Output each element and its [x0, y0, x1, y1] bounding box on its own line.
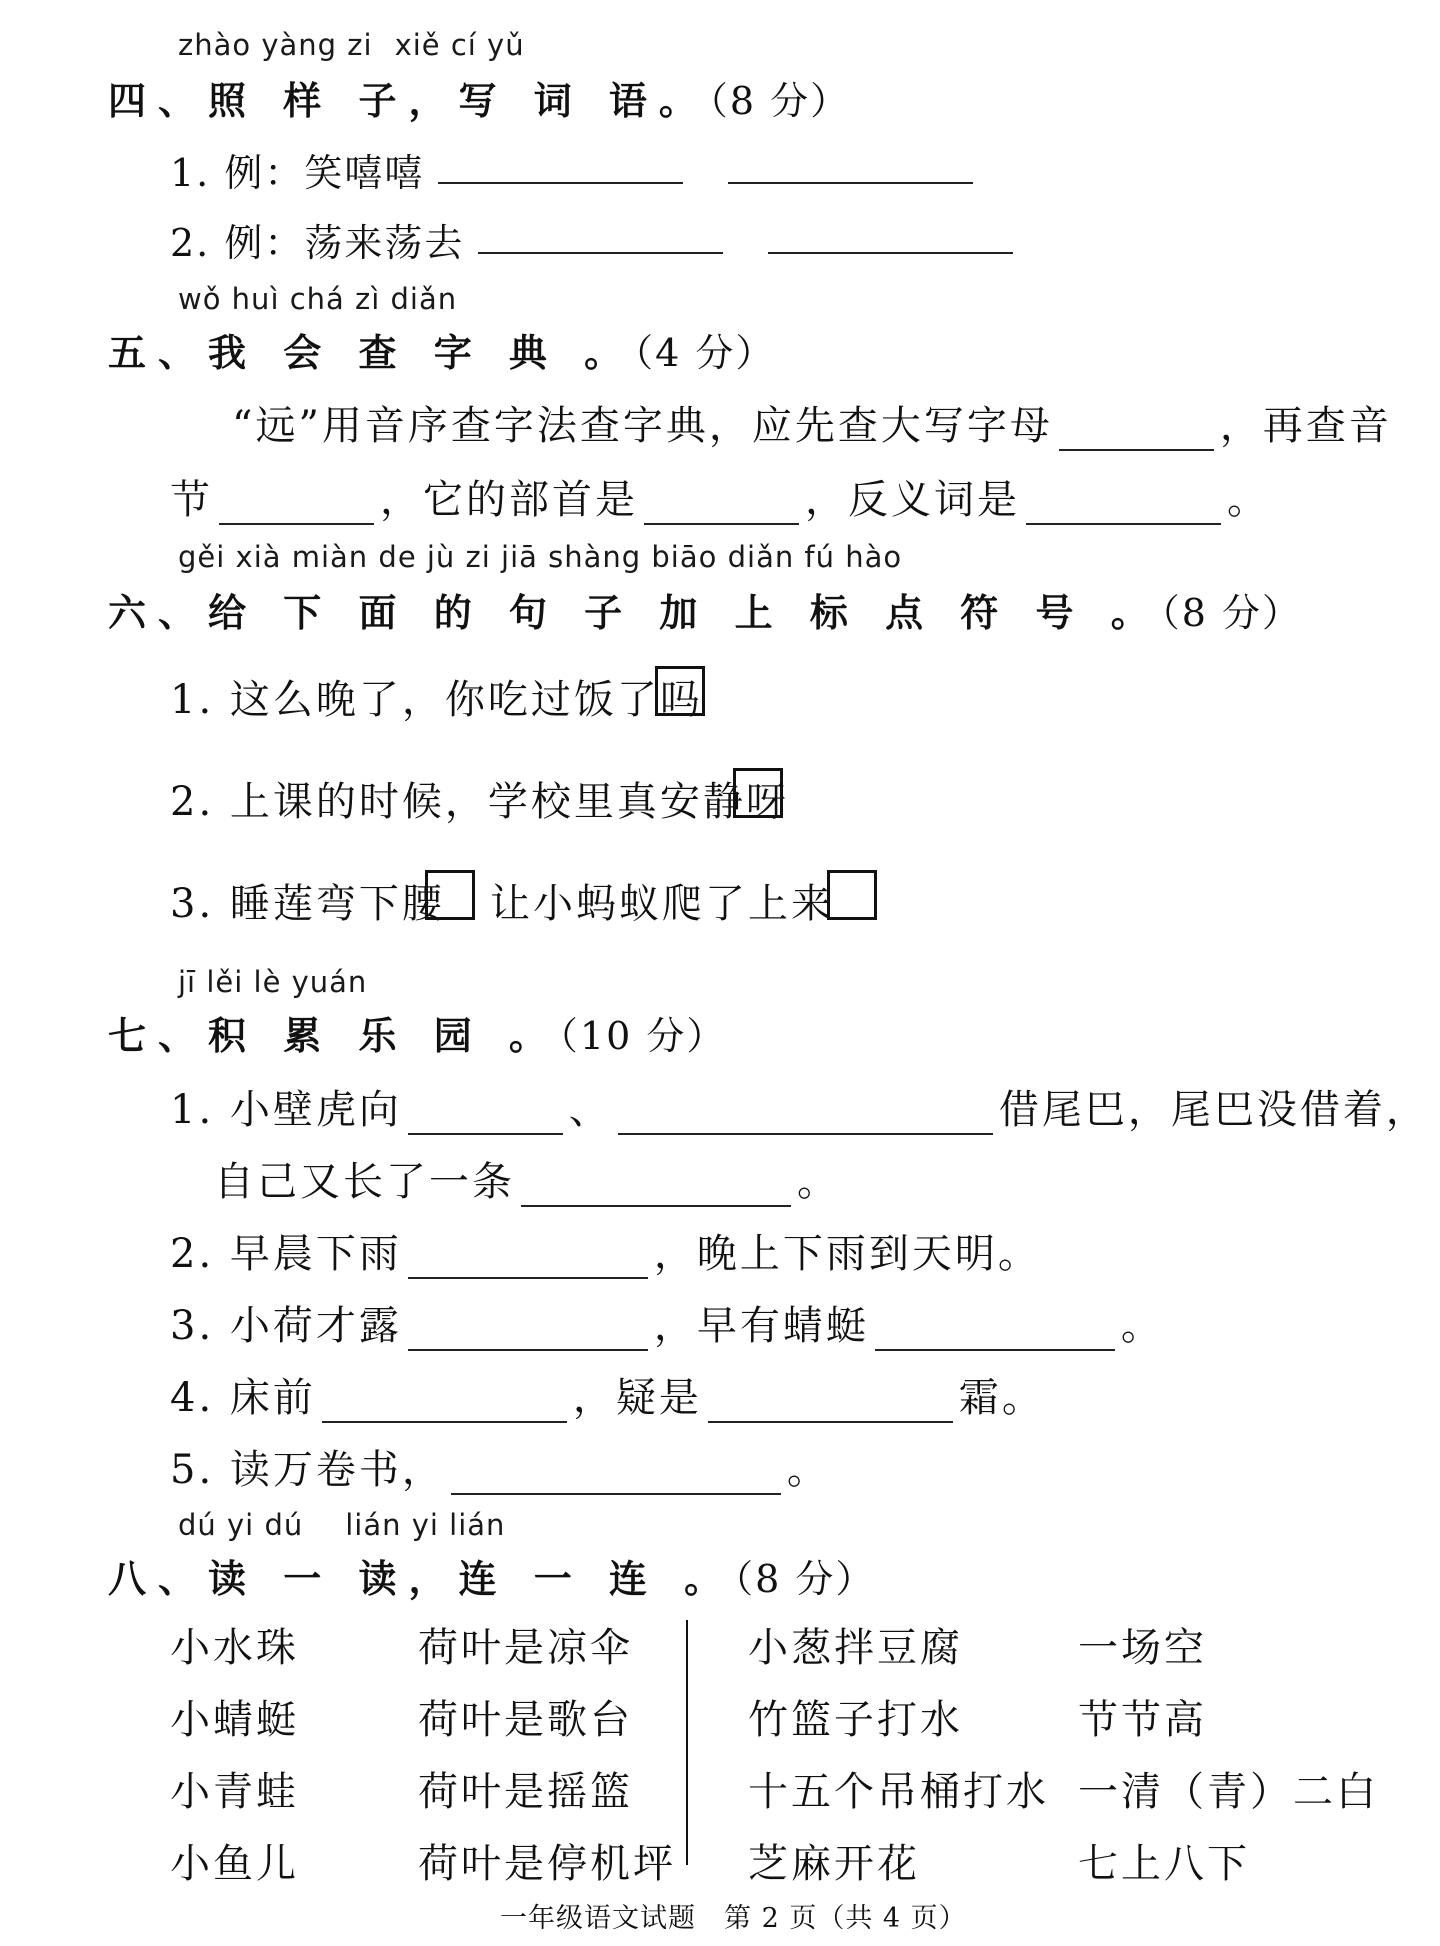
- q8-col3-item[interactable]: 竹篮子打水: [748, 1697, 963, 1743]
- q7-item4-blank-1[interactable]: [322, 1385, 567, 1423]
- q5-pinyin: wǒ huì chá zì diǎn: [178, 282, 458, 316]
- q6-item1-answer-box[interactable]: [655, 666, 705, 716]
- q4-item1-blank-1[interactable]: [438, 182, 683, 184]
- q6-item3-part1: 3. 睡莲弯下腰: [170, 881, 445, 927]
- q8-col2-item[interactable]: 荷叶是凉伞: [418, 1625, 633, 1671]
- q8-col4-item[interactable]: 一场空: [1078, 1625, 1207, 1671]
- q7-item5-blank[interactable]: [451, 1457, 781, 1495]
- q6-item3-answer-box-1[interactable]: [425, 870, 475, 920]
- q6-item3-answer-box-2[interactable]: [827, 870, 877, 920]
- q7-item1-blank-2[interactable]: [618, 1097, 993, 1135]
- q8-col1-item[interactable]: 小蜻蜓: [170, 1697, 299, 1743]
- q5-blank-letter[interactable]: [1059, 413, 1214, 451]
- q7-item1-blank-3[interactable]: [521, 1169, 791, 1207]
- q5-heading: 五、我 会 查 字 典 。（4 分）: [108, 331, 776, 375]
- q6-heading: 六、给 下 面 的 句 子 加 上 标 点 符 号 。（8 分）: [108, 591, 1303, 635]
- q8-col4-item[interactable]: 一清（青）二白: [1078, 1769, 1379, 1815]
- q8-col2-item[interactable]: 荷叶是摇篮: [418, 1769, 633, 1815]
- q7-item1-blank-1[interactable]: [408, 1097, 563, 1135]
- q4-item1-blank-2[interactable]: [728, 182, 973, 184]
- q8-col1-item[interactable]: 小青蛙: [170, 1769, 299, 1815]
- q7-pinyin: jī lěi lè yuán: [178, 965, 368, 999]
- q7-item1-cont: 自己又长了一条 。: [214, 1159, 840, 1205]
- q7-item3-blank-2[interactable]: [875, 1313, 1115, 1351]
- q8-col1-item[interactable]: 小水珠: [170, 1625, 299, 1671]
- q8-pinyin: dú yi dú lián yi lián: [178, 1508, 506, 1542]
- q8-col4-item[interactable]: 七上八下: [1078, 1841, 1250, 1887]
- q5-line1: “远”用音序查字法查字典，应先查大写字母 ，再查音: [232, 403, 1392, 449]
- q6-item2: 2. 上课的时候，学校里真安静呀: [170, 779, 789, 825]
- q6-pinyin: gěi xià miàn de jù zi jiā shàng biāo diǎn fú hào: [178, 540, 903, 574]
- q4-item2: 2. 例：荡来荡去: [170, 221, 465, 265]
- q4-item2-blank-2[interactable]: [768, 252, 1013, 254]
- q8-heading: 八、读 一 读，连 一 连 。（8 分）: [108, 1557, 876, 1601]
- q7-item4-blank-2[interactable]: [708, 1385, 953, 1423]
- q7-item1: 1. 小壁虎向 、 借尾巴，尾巴没借着，: [170, 1087, 1429, 1133]
- q8-col2-item[interactable]: 荷叶是停机坪: [418, 1841, 676, 1887]
- q4-item1: 1. 例：笑嘻嘻: [170, 151, 425, 195]
- q5-blank-syllable[interactable]: [219, 487, 374, 525]
- q7-item2: 2. 早晨下雨 ，晚上下雨到天明。: [170, 1231, 1041, 1277]
- q8-col2-item[interactable]: 荷叶是歌台: [418, 1697, 633, 1743]
- q8-col3-item[interactable]: 小葱拌豆腐: [748, 1625, 963, 1671]
- q7-item2-blank[interactable]: [408, 1241, 648, 1279]
- q7-item4: 4. 床前 ，疑是 霜。: [170, 1375, 1045, 1421]
- q4-item2-blank-1[interactable]: [478, 252, 723, 254]
- q6-item2-answer-box[interactable]: [733, 768, 783, 818]
- q7-item3: 3. 小荷才露 ，早有蜻蜓 。: [170, 1303, 1164, 1349]
- q8-col3-item[interactable]: 芝麻开花: [748, 1841, 920, 1887]
- q4-heading: 四、照 样 子，写 词 语。（8 分）: [108, 79, 851, 123]
- q8-col4-item[interactable]: 节节高: [1078, 1697, 1207, 1743]
- q7-item3-blank-1[interactable]: [408, 1313, 648, 1351]
- q6-item1: 1. 这么晚了，你吃过饭了吗: [170, 677, 703, 723]
- q5-blank-antonym[interactable]: [1026, 487, 1221, 525]
- q6-item3-part2: 让小蚂蚁爬了上来: [490, 881, 834, 927]
- q8-col1-item[interactable]: 小鱼儿: [170, 1841, 299, 1887]
- q7-item5: 5. 读万卷书， 。: [170, 1447, 830, 1493]
- q5-line2: 节 ，它的部首是 ，反义词是 。: [170, 477, 1270, 523]
- q7-heading: 七、积 累 乐 园 。（10 分）: [108, 1014, 727, 1058]
- q4-pinyin: zhào yàng zi xiě cí yǔ: [178, 28, 525, 62]
- q5-blank-radical[interactable]: [644, 487, 799, 525]
- page-footer: 一年级语文试题 第 2 页（共 4 页）: [500, 1903, 967, 1934]
- q8-col3-item[interactable]: 十五个吊桶打水: [748, 1769, 1049, 1815]
- q8-column-divider: [686, 1620, 688, 1865]
